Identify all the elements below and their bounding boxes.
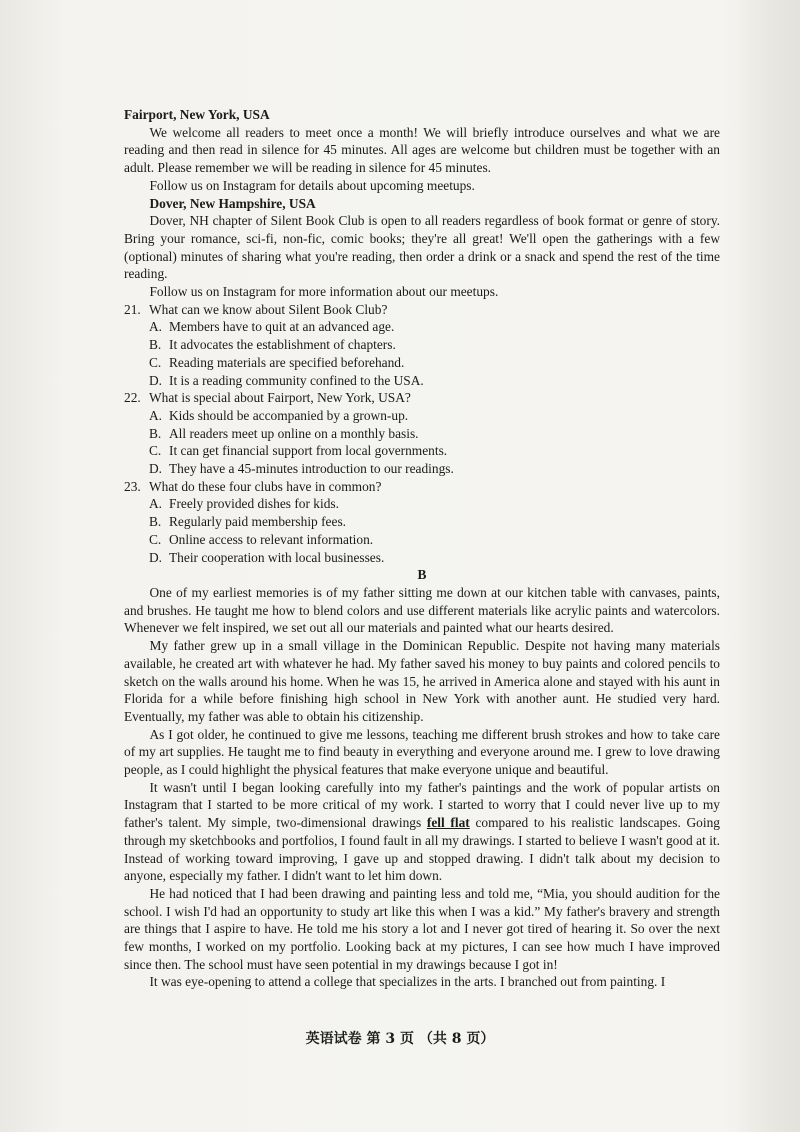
text-run: It wasn't until I began looking carefully into my father's paintings and the work of popular artists on Instagram that I started to be more critical of my work. I started to worry that I could never live up to my father's talent. My simple, two-dimensional drawings	[124, 779, 720, 831]
option	[124, 372, 720, 390]
paragraph: Follow us on Instagram for details about upcoming meetups.	[149, 177, 475, 193]
option-text: It advocates the establishment of chapters.	[169, 337, 396, 353]
option-letter: C.	[149, 531, 162, 547]
option-letter: D.	[149, 549, 163, 565]
option	[124, 549, 720, 567]
question-21	[124, 301, 720, 390]
option	[124, 513, 720, 531]
option-text: Members have to quit at an advanced age.	[169, 319, 395, 335]
question-number: 22.	[124, 390, 141, 406]
option-letter: C.	[149, 354, 162, 370]
option-text: Freely provided dishes for kids.	[169, 496, 339, 512]
option	[124, 442, 720, 460]
paragraph: We welcome all readers to meet once a month! We will briefly introduce ourselves and what we are reading and then read in silence for 45 minutes. All ages are welcome but children must be together with an adult. Please remember we will be reading in silence for 45 minutes.	[124, 124, 720, 176]
option	[124, 460, 720, 478]
option-text: It can get financial support from local governments.	[169, 443, 448, 459]
passage-paragraph: It was eye-opening to attend a college that specializes in the arts. I branched out from painting. I	[149, 974, 666, 990]
option-letter: A.	[149, 319, 163, 335]
paragraph: Dover, NH chapter of Silent Book Club is open to all readers regardless of book format or genre of story. Bring your romance, sci-fi, non-fic, comic books; they're all great! We'll open the gatherings with a few (optional) minutes of sharing what you're reading, then order a drink or a snack and spend the rest of the time reading.	[124, 213, 720, 282]
option	[124, 425, 720, 443]
passage-paragraph: As I got older, he continued to give me lessons, teaching me different brush strokes and how to take care of my art supplies. He taught me to find beauty in everything and everyone around me. I grew to love drawing people, as I could highlight the physical features that make everyone unique and beautiful.	[124, 726, 720, 778]
question-number: 23.	[124, 478, 141, 494]
option-letter: A.	[149, 496, 163, 512]
option	[124, 407, 720, 425]
page-content	[124, 106, 720, 991]
section-label-b: B	[417, 567, 427, 583]
option-text: All readers meet up online on a monthly basis.	[169, 425, 419, 441]
bleed-through-shadow	[720, 0, 800, 1132]
question-text: What can we know about Silent Book Club?	[149, 301, 388, 317]
passage-paragraph	[124, 779, 720, 885]
option-letter: A.	[149, 407, 163, 423]
option	[124, 495, 720, 513]
option-text: Kids should be accompanied by a grown-up.	[169, 407, 409, 423]
question-number: 21.	[124, 301, 141, 317]
paragraph: Follow us on Instagram for more information about our meetups.	[149, 284, 499, 300]
question-stem	[124, 389, 720, 407]
text-run: compared to his realistic landscapes. Going through my sketchbooks and portfolios, I found fault in all my drawings. I started to believe I wasn't good at it. Instead of working toward improving, I gave up and stopped drawing. I didn't talk about my decision to anyone, especially my father. I didn't want to let him down.	[124, 815, 720, 884]
passage-paragraph: My father grew up in a small village in the Dominican Republic. Despite not having many materials available, he created art with whatever he had. My father saved his money to buy paints and colored pencils to sketch on the walls around his home. When he was 15, he arrived in America alone and stayed with his aunt in Florida for a while before finishing high school in New York with another aunt. He studied very hard. Eventually, my father was able to obtain his citizenship.	[124, 638, 720, 724]
club-heading-fairport: Fairport, New York, USA	[124, 107, 270, 122]
option-letter: B.	[149, 337, 162, 353]
question-text: What do these four clubs have in common?	[149, 478, 382, 494]
club-heading-dover: Dover, New Hampshire, USA	[149, 195, 316, 211]
question-stem	[124, 478, 720, 496]
question-stem	[124, 301, 720, 319]
option-letter: B.	[149, 425, 162, 441]
option-text: It is a reading community confined to the USA.	[169, 372, 424, 388]
page-footer: 英语试卷 第 3 页 （共 8 页）	[305, 1031, 495, 1047]
option	[124, 336, 720, 354]
passage-paragraph: One of my earliest memories is of my father sitting me down at our kitchen table with canvases, paints, and brushes. He taught me how to blend colors and use different materials like acrylic paints and watercolors. Whenever we felt inspired, we set out all our materials and painted what our hearts desired.	[124, 584, 720, 636]
option-letter: B.	[149, 514, 162, 530]
option-letter: C.	[149, 443, 162, 459]
option-text: Reading materials are specified beforehand.	[169, 354, 405, 370]
option	[124, 318, 720, 336]
underlined-phrase: fell flat	[426, 815, 470, 831]
option-text: Online access to relevant information.	[169, 531, 374, 547]
option-text: Regularly paid membership fees.	[169, 514, 347, 530]
option-letter: D.	[149, 372, 163, 388]
passage-paragraph: He had noticed that I had been drawing and painting less and told me, “Mia, you should audition for the school. I wish I'd had an opportunity to study art like this when I was a kid.” My father's bravery and strength are things that I aspire to have. He told me his story a lot and I never got tired of hearing it. So over the next few months, I worked on my portfolio. Looking back at my pictures, I can see how much I have improved since then. The school must have seen potential in my drawings because I got in!	[124, 885, 720, 972]
question-text: What is special about Fairport, New York, USA?	[149, 390, 411, 406]
question-22	[124, 389, 720, 478]
option	[124, 354, 720, 372]
option-letter: D.	[149, 461, 163, 477]
option	[124, 531, 720, 549]
question-23	[124, 478, 720, 567]
option-text: They have a 45-minutes introduction to our readings.	[169, 461, 454, 477]
option-text: Their cooperation with local businesses.	[169, 549, 385, 565]
